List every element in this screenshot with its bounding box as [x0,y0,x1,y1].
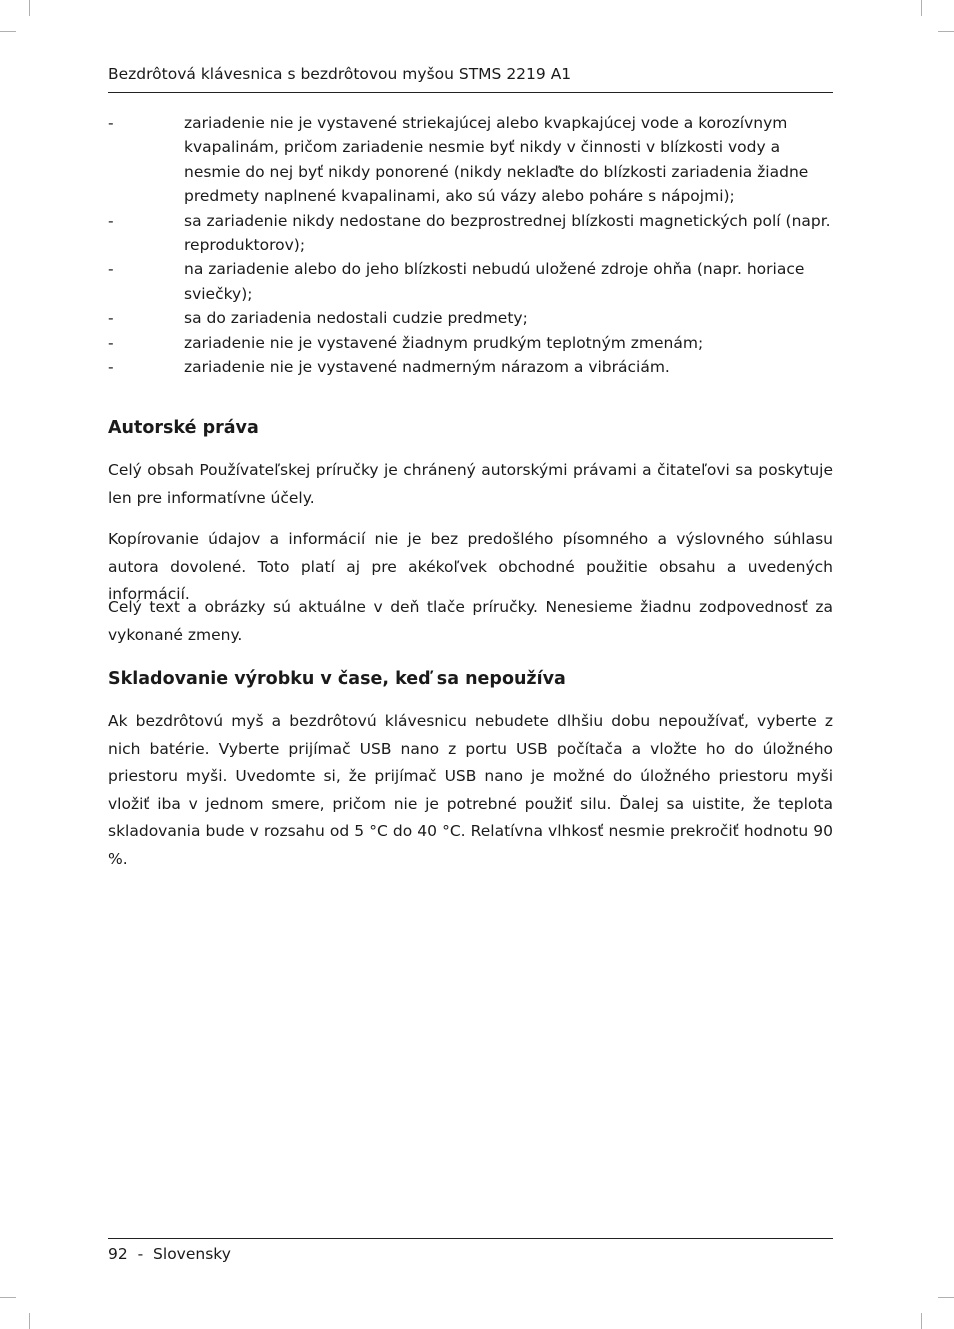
copyright-paragraph: Kopírovanie údajov a informácií nie je bez predošlého písomného a výslovného súhlasu autora dovolené. Toto platí aj pre akékoľvek obchodné použitie obsahu a uvedených informácií. [108,530,833,603]
list-marker: - [108,358,114,377]
footer-language: Slovensky [153,1245,231,1263]
list-marker: - [108,309,114,328]
page-number: 92 [108,1245,128,1263]
list-marker: - [108,211,114,230]
list-item [108,355,833,379]
crop-mark [29,0,30,16]
crop-mark [938,31,954,32]
page-footer [108,1243,231,1265]
list-marker: - [108,333,114,352]
crop-mark [921,1313,922,1329]
list-item-text: sa do zariadenia nedostali cudzie predmety; [184,309,528,328]
list-item [108,306,833,330]
crop-mark [921,0,922,16]
safety-list [108,111,833,379]
footer-rule [108,1238,833,1239]
list-item-text: zariadenie nie je vystavené striekajúcej alebo kvapkajúcej vode a korozívnym kvapalinám, pričom zariadenie nesmie byť nikdy v činnosti v blízkosti vody a nesmie do nej byť nikdy ponorené (nikdy neklaďte do blízkosti zariadenia žiadne predmety naplnené kvapalinami, ako sú vázy alebo poháre s nápojmi); [184,114,809,206]
list-marker: - [108,260,114,279]
list-item-text: sa zariadenie nikdy nedostane do bezprostrednej blízkosti magnetických polí (napr. reproduktorov); [184,211,831,255]
storage-paragraph: Ak bezdrôtovú myš a bezdrôtovú klávesnicu nebudete dlhšiu dobu nepoužívať, vyberte z nich batérie. Vyberte prijímač USB nano z portu USB počítača a vložte ho do úložného priestoru myši. Uvedomte si, že prijímač USB nano je možné do úložného priestoru myši vložiť iba v jednom smere, pričom nie je potrebné použiť silu. Ďalej sa uistite, že teplota skladovania bude v rozsahu od 5 °C do 40 °C. Relatívna vlhkosť nesmie prekročiť hodnotu 90 %. [108,712,833,868]
copyright-paragraph: Celý text a obrázky sú aktuálne v deň tlače príručky. Nenesieme žiadnu zodpovednosť za vykonané zmeny. [108,598,833,644]
running-header: Bezdrôtová klávesnica s bezdrôtovou myšou STMS 2219 A1 [108,65,572,83]
list-marker: - [108,114,114,132]
crop-mark [0,1297,16,1298]
list-item [108,209,833,258]
crop-mark [0,31,16,32]
footer-separator: - [137,1245,144,1263]
list-item-text: zariadenie nie je vystavené žiadnym prudkým teplotným zmenám; [184,333,704,352]
header-rule [108,92,833,93]
list-item-text: zariadenie nie je vystavené nadmerným nárazom a vibráciám. [184,358,670,377]
crop-mark [29,1313,30,1329]
copyright-heading: Autorské práva [108,418,259,438]
copyright-paragraph: Celý obsah Používateľskej príručky je chránený autorskými právami a čitateľovi sa poskytuje len pre informatívne účely. [108,461,833,507]
crop-mark [938,1297,954,1298]
list-item [108,331,833,355]
list-item [108,111,833,209]
list-item [108,257,833,306]
list-item-text: na zariadenie alebo do jeho blízkosti nebudú uložené zdroje ohňa (napr. horiace sviečky); [184,260,805,303]
storage-heading: Skladovanie výrobku v čase, keď sa nepoužíva [108,669,566,689]
